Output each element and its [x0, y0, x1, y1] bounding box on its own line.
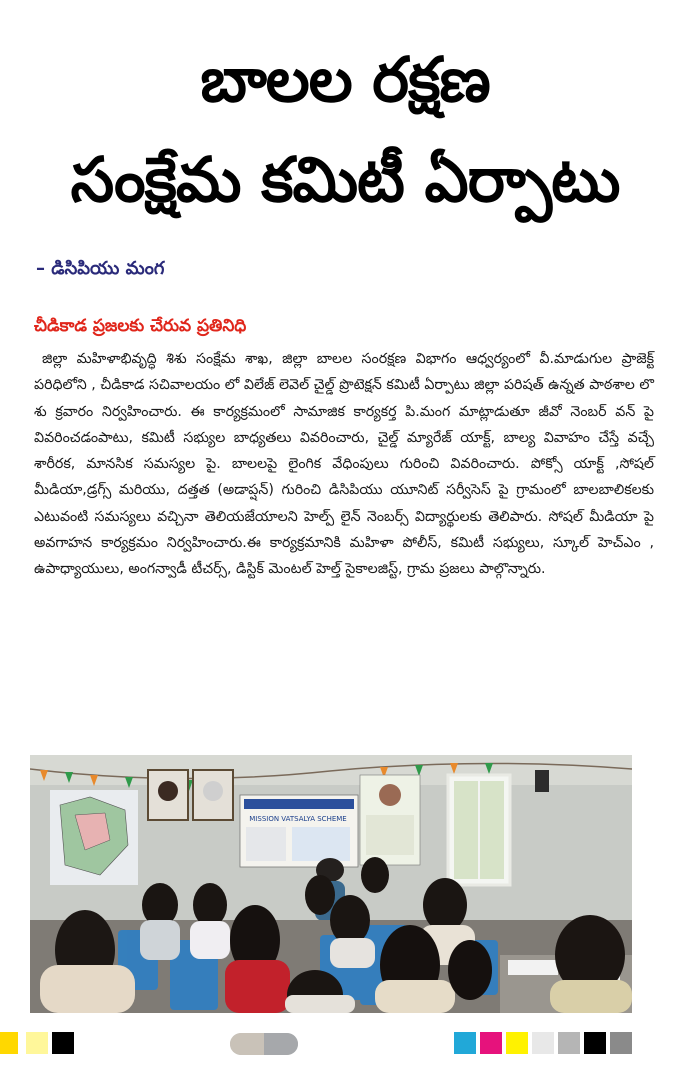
meeting-photo: [30, 755, 632, 1013]
swatch-light-gray: [532, 1032, 554, 1054]
headline-line-1: బాలల రక్షణ: [200, 43, 490, 116]
swatch-black: [52, 1032, 74, 1054]
article-body: జిల్లా మహిళాభివృద్ధి శిశు సంక్షేమ శాఖ, జిల్లా బాలల సంరక్షణ విభాగం ఆధ్వర్యంలో వీ.మాడుగుల ప్రాజెక్ట్ పరిధిలోని , చీడికాడ సచివాలయం లో విలేజ్ లెవెల్ చైల్డ్ ప్రొటెక్షన్ కమిటీ ఏర్పాటు జిల్లా పరిషత్ ఉన్నత పాఠశాల లొ శు క్రవారం నిర్వహించారు. ఈ కార్యక్రమంలో సామాజిక కార్యకర్త పి.మంగ మాట్లాడుతూ జీవో నెంబర్ వన్ పై వివరించడంపాటు, కమిటీ సభ్యుల బాధ్యతలు వివరించారు, చైల్డ్ మ్యారేజ్ యాక్ట్, బాల్య వివాహం చేస్తే వచ్చే శారీరక, మానసిక సమస్యల పై. బాలలపై లైంగిక వేధింపులు గురించి వివరించారు. పోక్సో యాక్ట్ ,సోషల్ మీడియా,డ్రగ్స్ మరియు, దత్తత (అడాప్షన్) గురించి డిసిపియు యూనిట్ సర్వీసెస్ పై గ్రామంలో బాలబాలికలకు ఎటువంటి సమస్యలు వచ్చినా తెలియజేయాలని హెల్ప్ లైన్ నెంబర్స్ విద్యార్థులకు తెలిపారు. సోషల్ మీడియా పై అవగాహన కార్యక్రమం నిర్వహించారు.ఈ కార్యక్రమానికి మహిళా పోలీస్, కమిటీ సభ్యులు, స్కూల్ హెచ్ఎం , ఉపాధ్యాయులు, అంగన్వాడీ టీచర్స్, డిస్టిక్ మెంటల్ హెల్త్ సైకాలజిస్ట్, గ్రామ ప్రజలు పాల్గొన్నారు.: [34, 351, 655, 578]
swatch-black-2: [584, 1032, 606, 1054]
pill-right-half: [264, 1033, 298, 1055]
swatch-light-yellow: [26, 1032, 48, 1054]
swatch-yellow-2: [506, 1032, 528, 1054]
swatch-dark-gray: [610, 1032, 632, 1054]
swatch-gray: [558, 1032, 580, 1054]
dateline: చీడికాడ ప్రజలకు చేరువ ప్రతినిధి: [34, 316, 247, 336]
color-registration-bar-right: [454, 1032, 636, 1054]
photo-illustration: [30, 755, 632, 1013]
color-registration-bar-left: [0, 1032, 75, 1054]
registration-pill: [230, 1033, 298, 1055]
byline: – డిసిపియు మంగ: [36, 258, 165, 279]
banner-text: MISSION VATSALYA SCHEME: [249, 815, 347, 823]
headline-line-2: సంక్షేమ కమిటీ ఏర్పాటు: [70, 143, 620, 216]
swatch-magenta: [480, 1032, 502, 1054]
swatch-cyan: [454, 1032, 476, 1054]
pill-left-half: [230, 1033, 264, 1055]
swatch-yellow: [0, 1032, 18, 1054]
